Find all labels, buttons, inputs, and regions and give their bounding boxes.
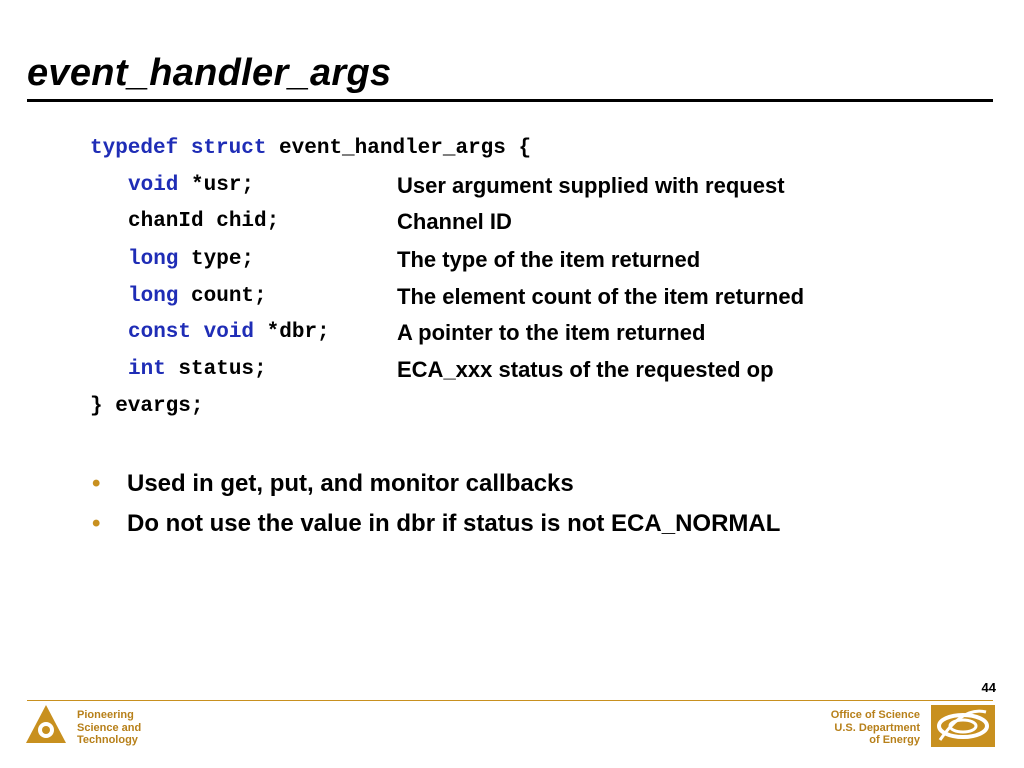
title-underline [27,99,993,102]
footer-right-line: U.S. Department [834,721,920,734]
field-description: The element count of the item returned [397,284,805,309]
code-keyword: long [128,248,179,271]
code-text: *usr; [178,174,255,197]
field-description: ECA_xxx status of the requested op [397,357,774,382]
code-line-status [128,358,267,382]
doe-logo-icon [930,704,996,748]
code-line-chid [128,210,279,234]
code-text: event_handler_args { [266,137,532,160]
footer-left-line: Pioneering [77,709,134,721]
code-line-closing: } evargs; [90,395,204,418]
field-description: User argument supplied with request [397,173,785,198]
bullet-item [92,510,780,538]
footer-divider [27,700,993,701]
footer-right-line: of Energy [869,734,920,746]
code-keyword: typedef struct [90,137,267,160]
code-text: *dbr; [254,321,330,344]
code-line-count [128,285,267,309]
code-keyword: void [128,174,179,197]
page-number: 44 [981,680,996,695]
code-line-type [128,248,254,272]
code-line-dbr [128,321,330,345]
bullet-item [92,470,574,498]
footer-right-line: Office of Science [830,709,920,721]
code-text: count; [178,285,267,308]
bullet-text: Used in get, put, and monitor callbacks [127,470,574,497]
code-text: chanId chid; [128,210,280,233]
footer-left-line: Technology [77,734,138,746]
code-line-usr [128,174,254,198]
field-description: Channel ID [397,209,512,234]
bullet-icon: • [92,470,101,497]
slide-title: event_handler_args [27,52,392,94]
code-text: type; [178,248,255,271]
footer-right-text [831,709,920,747]
footer-left-line: Science and [77,721,142,734]
code-text: status; [165,358,267,381]
footer-left-text [77,709,141,747]
bullet-text: Do not use the value in dbr if status is not ECA_NORMAL [127,510,781,537]
code-line-typedef [90,137,531,161]
argonne-logo-icon [24,703,68,747]
code-keyword: long [128,285,179,308]
code-keyword: int [128,358,166,381]
field-description: The type of the item returned [397,247,701,272]
bullet-icon: • [92,510,101,537]
field-description: A pointer to the item returned [397,320,706,345]
code-keyword: const void [128,321,255,344]
